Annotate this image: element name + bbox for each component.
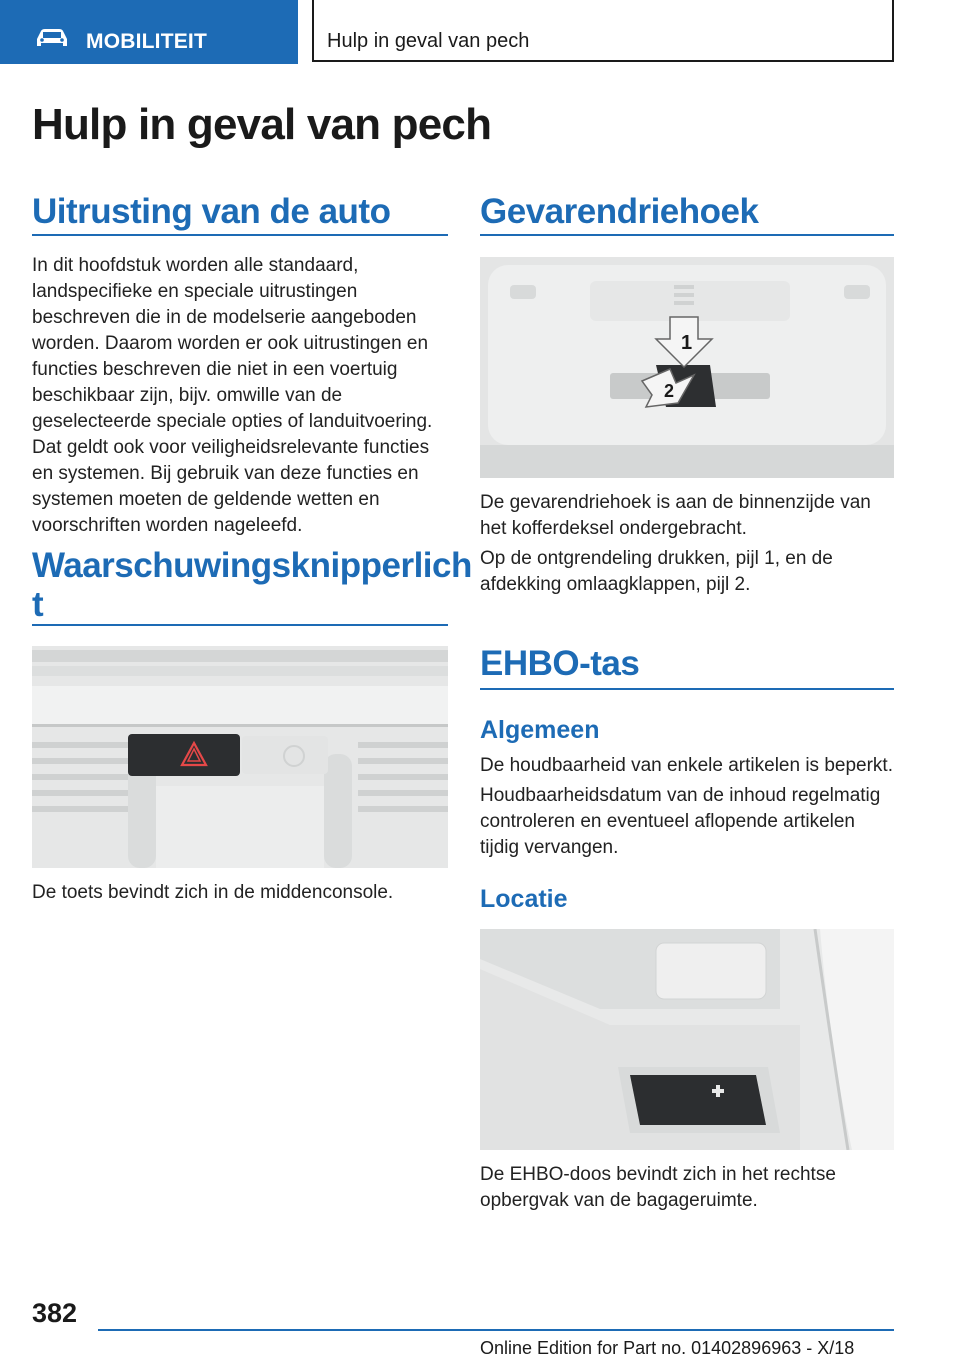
arrow-1-label: 1 — [681, 332, 693, 354]
first-aid-location-photo — [480, 929, 894, 1150]
paragraph-algemeen-2: Houdbaarheidsdatum van de inhoud regelmatig controleren en eventueel aflopende artikelen tijdig vervangen. — [480, 785, 881, 858]
page-number: 382 — [32, 1298, 78, 1328]
car-icon — [34, 27, 70, 49]
divider — [480, 688, 894, 690]
arrow-2-label: 2 — [664, 381, 675, 401]
page-title: Hulp in geval van pech — [32, 100, 492, 149]
heading-ehbo-tas: EHBO-tas — [480, 644, 640, 683]
subheading-algemeen: Algemeen — [480, 716, 600, 744]
divider — [32, 624, 448, 626]
breadcrumb-label: Hulp in geval van pech — [327, 30, 530, 52]
heading-line-2: t — [32, 585, 44, 625]
trunk-lid-photo — [480, 257, 894, 478]
paragraph-uitrusting: In dit hoofdstuk worden alle standaard, landspecifieke en speciale uitrustingen beschreven die in de modelserie aangeboden worden. Daarom worden er ook uitrustingen en functies beschreven die niet in een voertuig beschikbaar zijn, bijv. omwille van de geselecteerde speciale opties of landuitvoering. Dat geldt ook voor veiligheidsrelevante functies en systemen. Bij gebruik van deze functies en systemen moeten de geldende wetten en voorschriften worden nageleefd. — [32, 255, 433, 536]
heading-waarschuwingsknipperlicht — [32, 546, 472, 625]
section-tab[interactable] — [0, 0, 298, 64]
heading-gevarendriehoek: Gevarendriehoek — [480, 192, 759, 231]
divider — [480, 234, 894, 236]
section-label: MOBILITEIT — [86, 30, 207, 53]
paragraph-gevarendriehoek-2: Op de ontgrendeling drukken, pijl 1, en de afdekking omlaagklappen, pijl 2. — [480, 548, 833, 595]
heading-uitrusting: Uitrusting van de auto — [32, 192, 391, 231]
divider — [32, 234, 448, 236]
paragraph-gevarendriehoek-1: De gevarendriehoek is aan de binnenzijde van het kofferdeksel ondergebracht. — [480, 492, 871, 539]
caption-hazard-switch: De toets bevindt zich in de middenconsole. — [32, 882, 394, 903]
footer-edition: Online Edition for Part no. 01402896963 - X/18 — [480, 1338, 855, 1358]
caption-first-aid-location: De EHBO-doos bevindt zich in het rechtse opbergvak van de bagageruimte. — [480, 1164, 836, 1211]
heading-line-1: Waarschuwingsknipperlich — [32, 546, 472, 585]
hazard-switch-photo — [32, 646, 448, 868]
subheading-locatie: Locatie — [480, 885, 568, 913]
paragraph-algemeen-1: De houdbaarheid van enkele artikelen is beperkt. — [480, 755, 893, 776]
breadcrumb — [312, 0, 894, 62]
footer-rule — [98, 1329, 894, 1331]
